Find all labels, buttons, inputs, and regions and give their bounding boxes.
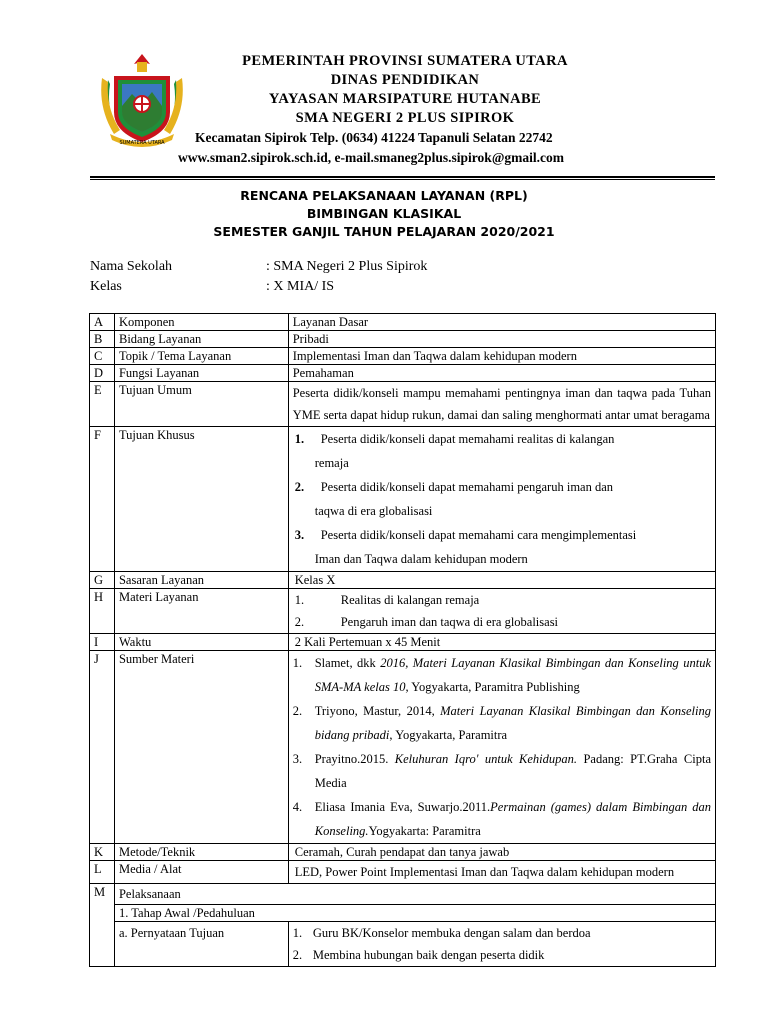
identity-value: : SMA Negeri 2 Plus Sipirok <box>266 259 428 274</box>
row-value-list <box>288 922 715 967</box>
row-value: Ceramah, Curah pendapat dan tanya jawab <box>288 844 715 861</box>
letterhead-line-2: DINAS PENDIDIKAN <box>330 72 480 88</box>
table-row <box>90 427 716 572</box>
table-row <box>90 314 716 331</box>
identity-block <box>90 257 427 297</box>
list-item: 4. Eliasa Imania Eva, Suwarjo.2011.Permainan (games) dalam Bimbingan dan Konseling.Yogyakarta: Paramitra <box>292 800 711 838</box>
row-label: Waktu <box>114 634 288 651</box>
row-code: B <box>90 331 115 348</box>
table-row <box>90 844 716 861</box>
letterhead-rule-thick <box>90 176 715 178</box>
row-value: Peserta didik/konseli mampu memahami pentingnya iman dan taqwa pada Tuhan YME serta dapat hidup rukun, damai dan saling menghormati antar umat beragama <box>288 382 715 427</box>
table-row <box>90 634 716 651</box>
list-item: 2. Triyono, Mastur, 2014, Materi Layanan Klasikal Bimbingan dan Konseling bidang pribadi, Yogyakarta, Paramitra <box>292 704 711 742</box>
row-label: Sumber Materi <box>114 651 288 844</box>
row-label: Materi Layanan <box>114 589 288 634</box>
row-label: Bidang Layanan <box>114 331 288 348</box>
title-line-3: SEMESTER GANJIL TAHUN PELAJARAN 2020/2021 <box>213 224 555 239</box>
row-code: A <box>90 314 115 331</box>
row-label: Sasaran Layanan <box>114 572 288 589</box>
row-label: Pelaksanaan <box>114 884 715 905</box>
letterhead-line-1: PEMERINTAH PROVINSI SUMATERA UTARA <box>242 53 568 69</box>
list-item-cont: Iman dan Taqwa dalam kehidupan modern <box>314 552 528 566</box>
list-item: 2. Pengaruh iman dan taqwa di era globalisasi <box>294 615 559 629</box>
title-line-2: BIMBINGAN KLASIKAL <box>306 206 462 221</box>
row-value: 2 Kali Pertemuan x 45 Menit <box>288 634 715 651</box>
row-label: Topik / Tema Layanan <box>114 348 288 365</box>
table-row <box>90 331 716 348</box>
row-code: H <box>90 589 115 634</box>
row-code: K <box>90 844 115 861</box>
list-item: 2. Membina hubungan baik dengan peserta didik <box>292 948 545 962</box>
list-item: 1. Slamet, dkk 2016, Materi Layanan Klasikal Bimbingan dan Konseling untuk SMA-MA kelas 10, Yogyakarta, Paramitra Publishing <box>292 656 712 694</box>
sub-label: a. Pernyataan Tujuan <box>114 922 288 967</box>
row-code: E <box>90 382 115 427</box>
row-code: D <box>90 365 115 382</box>
list-item: 3. Prayitno.2015. Keluhuran Iqro' untuk Kehidupan. Padang: PT.Graha Cipta Media <box>292 752 711 790</box>
row-label: Tujuan Umum <box>114 382 288 427</box>
letterhead-rule-thin <box>90 179 715 180</box>
letterhead-line-4: SMA NEGERI 2 PLUS SIPIROK <box>295 110 515 126</box>
row-value: Pribadi <box>288 331 715 348</box>
list-item: 3. Peserta didik/konseli dapat memahami cara mengimplementasi <box>294 528 637 542</box>
row-code: M <box>90 884 115 967</box>
list-item-cont: remaja <box>314 456 349 470</box>
row-value-list <box>288 589 715 634</box>
identity-row-school <box>90 257 427 277</box>
row-value: Implementasi Iman dan Taqwa dalam kehidupan modern <box>288 348 715 365</box>
list-item: 2. Peserta didik/konseli dapat memahami pengaruh iman dan <box>294 480 614 494</box>
row-value-list <box>288 651 715 844</box>
rpl-table <box>89 313 716 967</box>
table-row <box>90 382 716 427</box>
row-code: C <box>90 348 115 365</box>
row-code: J <box>90 651 115 844</box>
table-row <box>90 365 716 382</box>
row-code: F <box>90 427 115 572</box>
row-value: Pemahaman <box>288 365 715 382</box>
list-item-cont: taqwa di era globalisasi <box>314 504 433 518</box>
row-code: I <box>90 634 115 651</box>
identity-key: Nama Sekolah <box>90 259 173 274</box>
stage-label: 1. Tahap Awal /Pedahuluan <box>114 905 715 922</box>
list-item: 1. Peserta didik/konseli dapat memahami realitas di kalangan <box>294 432 615 446</box>
row-code: G <box>90 572 115 589</box>
letterhead-web: www.sman2.sipirok.sch.id, e-mail.smaneg2plus.sipirok@gmail.com <box>178 150 564 165</box>
row-value-list <box>288 427 715 572</box>
identity-row-class <box>90 277 427 297</box>
row-value: LED, Power Point Implementasi Iman dan Taqwa dalam kehidupan modern <box>288 861 715 884</box>
table-row <box>90 651 716 844</box>
document-title <box>0 187 768 241</box>
row-code: L <box>90 861 115 884</box>
table-row <box>90 922 716 967</box>
row-label: Media / Alat <box>114 861 288 884</box>
identity-key: Kelas <box>90 279 122 294</box>
row-value: Kelas X <box>288 572 715 589</box>
table-row <box>90 589 716 634</box>
list-item: 1. Guru BK/Konselor membuka dengan salam dan berdoa <box>292 926 591 940</box>
row-label: Tujuan Khusus <box>114 427 288 572</box>
table-row <box>90 861 716 884</box>
svg-text:SUMATERA UTARA: SUMATERA UTARA <box>119 140 165 146</box>
row-value: Layanan Dasar <box>288 314 715 331</box>
table-row <box>90 905 716 922</box>
row-label: Fungsi Layanan <box>114 365 288 382</box>
letterhead-line-3: YAYASAN MARSIPATURE HUTANABE <box>268 91 542 107</box>
title-line-1: RENCANA PELAKSANAAN LAYANAN (RPL) <box>240 188 528 203</box>
table-row <box>90 348 716 365</box>
identity-value: : X MIA/ IS <box>266 279 335 294</box>
row-label: Komponen <box>114 314 288 331</box>
letterhead-address: Kecamatan Sipirok Telp. (0634) 41224 Tapanuli Selatan 22742 <box>195 130 553 145</box>
table-row <box>90 572 716 589</box>
list-item: 1. Realitas di kalangan remaja <box>294 593 480 607</box>
letterhead-web-wrap <box>170 148 650 167</box>
row-label: Metode/Teknik <box>114 844 288 861</box>
table-row <box>90 884 716 905</box>
letterhead <box>165 52 645 147</box>
